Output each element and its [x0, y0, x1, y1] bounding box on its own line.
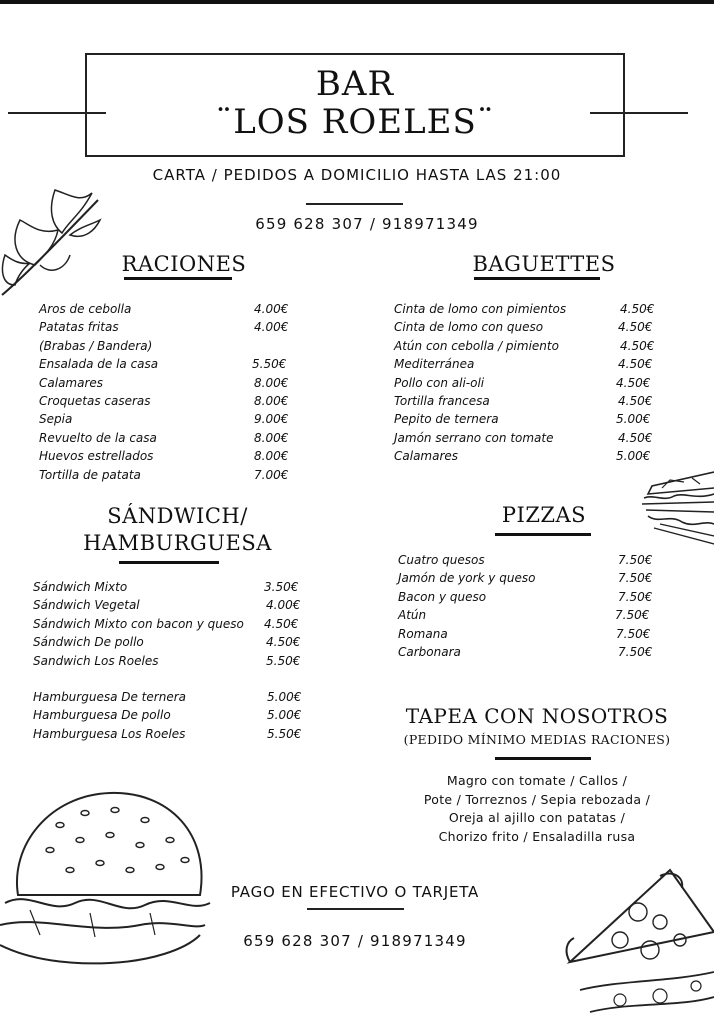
list-item: Revuelto de la casa 8.00€: [39, 430, 289, 445]
list-item: Tortilla francesa 4.50€: [394, 394, 653, 409]
title-box: [85, 53, 625, 157]
list-item: Hamburguesa De pollo 5.00€: [33, 708, 302, 723]
payment-note: PAGO EN EFECTIVO O TARJETA: [230, 883, 480, 901]
tapeo-list: [380, 772, 694, 846]
list-item: Cuatro quesos 7.50€: [398, 553, 653, 567]
pizzas-title: PIZZAS: [501, 503, 587, 527]
list-item: Sándwich Mixto con bacon y queso 4.50€: [33, 616, 299, 631]
tapeo-line: Pote / Torreznos / Sepia rebozada /: [423, 791, 651, 807]
pizza-icon: [560, 862, 714, 1024]
tapeo-line: Oreja al ajillo con patatas /: [448, 810, 626, 825]
list-item: Pepito de ternera 5.00€: [394, 412, 651, 427]
list-item: Jamón de york y queso 7.50€: [398, 571, 653, 586]
baguettes-underline: [474, 277, 600, 280]
pizzas-underline: [495, 533, 591, 536]
sandwich-icon: [640, 468, 714, 552]
subtitle: CARTA / PEDIDOS A DOMICILIO HASTA LAS 21:00: [152, 166, 562, 184]
list-item: Croquetas caseras 8.00€: [39, 394, 289, 409]
list-item: Hamburguesa Los Roeles 5.50€: [33, 726, 302, 741]
list-item: Carbonara 7.50€: [398, 645, 653, 660]
footer-rule: [307, 908, 404, 910]
list-item: Ensalada de la casa 5.50€: [39, 357, 287, 372]
list-item: Cinta de lomo con queso 4.50€: [394, 320, 653, 335]
list-item: Patatas fritas 4.00€: [39, 320, 289, 335]
sandwich-title: [70, 503, 285, 557]
list-item: Atún 7.50€: [398, 608, 650, 623]
list-item: Bacon y queso 7.50€: [398, 589, 653, 604]
pizzas-list: [398, 551, 663, 661]
footer-phones[interactable]: 659 628 307 / 918971349: [243, 932, 467, 950]
baguettes-title: BAGUETTES: [472, 252, 616, 276]
list-item: Aros de cebolla 4.00€: [39, 302, 289, 316]
burger-icon: [0, 785, 215, 985]
tapeo-line: Chorizo frito / Ensaladilla rusa: [438, 828, 636, 844]
tapeo-title: TAPEA CON NOSOTROS: [405, 704, 669, 728]
list-item: Sepia 9.00€: [39, 412, 289, 427]
top-border: [0, 0, 714, 4]
subtitle-rule: [306, 203, 403, 205]
list-item: Hamburguesa De ternera 5.00€: [33, 690, 302, 704]
list-item: Jamón serrano con tomate 4.50€: [394, 430, 653, 445]
list-item: Sandwich Los Roeles 5.50€: [33, 653, 301, 668]
leaf-icon: [0, 185, 105, 300]
title-name: ¨LOS ROELES¨: [215, 102, 495, 142]
title-bar: BAR: [315, 64, 395, 104]
sandwich-title-line2: HAMBURGUESA: [83, 531, 272, 555]
baguettes-list: [394, 300, 664, 466]
list-item: Sándwich Vegetal 4.00€: [33, 598, 301, 613]
raciones-title: RACIONES: [121, 252, 247, 276]
tapeo-subtitle: (PEDIDO MÍNIMO MEDIAS RACIONES): [403, 732, 671, 747]
list-item: Calamares 8.00€: [39, 375, 289, 390]
burger-list: [33, 688, 313, 743]
list-item: Tortilla de patata 7.00€: [39, 467, 289, 482]
tapeo-underline: [495, 757, 591, 760]
list-item: Sándwich Mixto 3.50€: [33, 580, 299, 594]
list-item: Calamares 5.00€: [394, 449, 651, 464]
raciones-underline: [124, 277, 232, 280]
list-item: Mediterránea 4.50€: [394, 357, 653, 372]
sandwich-list: [33, 578, 313, 670]
list-item: Romana 7.50€: [398, 626, 651, 641]
list-item: Pollo con ali-oli 4.50€: [394, 375, 651, 390]
list-item: (Brabas / Bandera): [39, 338, 153, 353]
sandwich-underline: [119, 561, 219, 564]
raciones-list: [39, 300, 299, 484]
list-item: Cinta de lomo con pimientos 4.50€: [394, 302, 655, 316]
list-item: Atún con cebolla / pimiento 4.50€: [394, 338, 655, 353]
list-item: Sándwich De pollo 4.50€: [33, 635, 301, 650]
sandwich-title-line1: SÁNDWICH/: [107, 504, 248, 528]
tapeo-line: Magro con tomate / Callos /: [446, 773, 628, 788]
list-item: Huevos estrellados 8.00€: [39, 449, 289, 464]
header-phones[interactable]: 659 628 307 / 918971349: [255, 215, 479, 233]
